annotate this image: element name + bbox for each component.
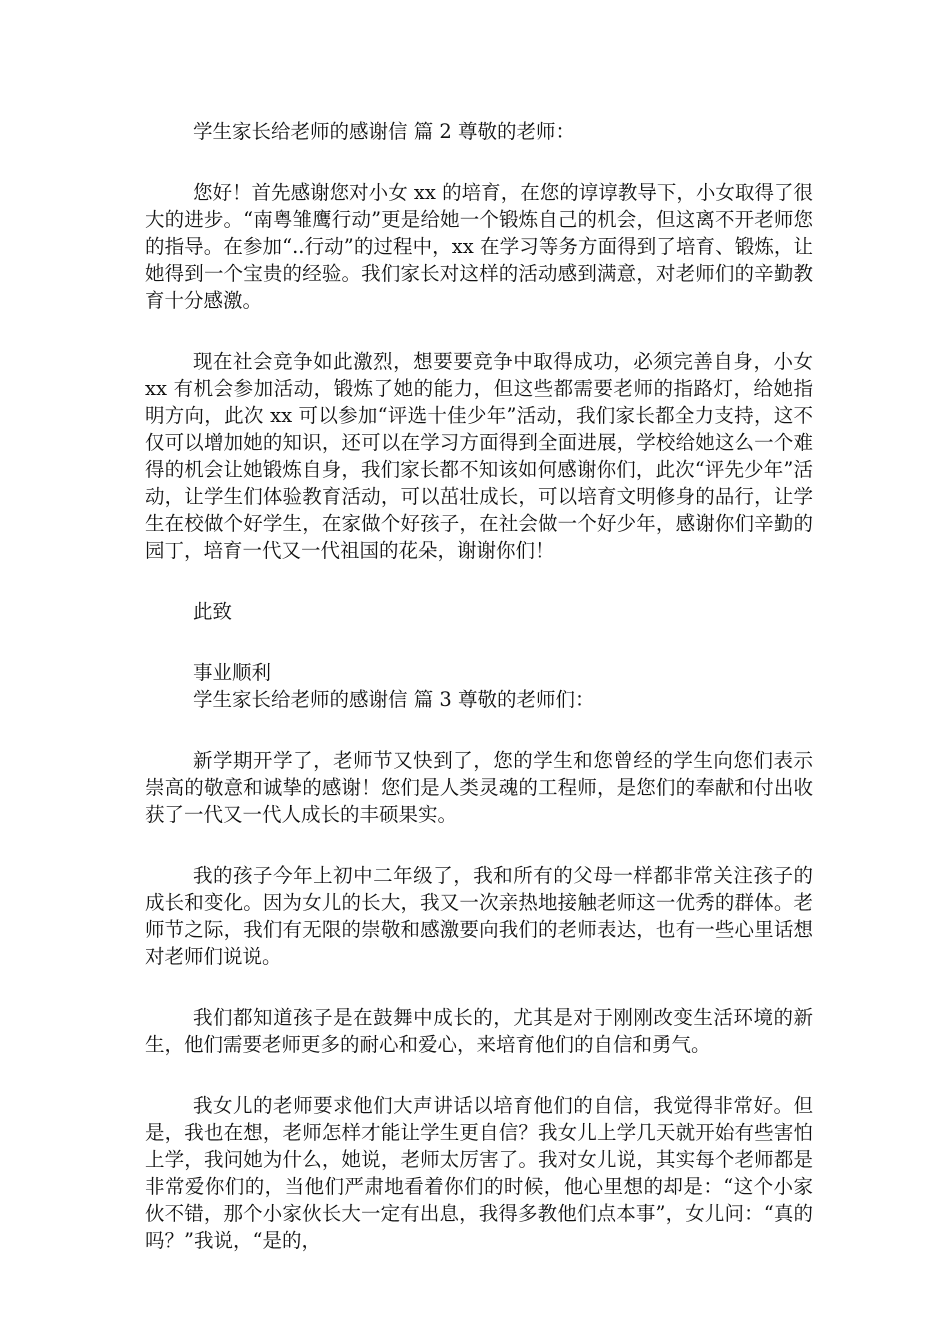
section-2-heading: 学生家长给老师的感谢信 篇 2 尊敬的老师： (193, 120, 576, 143)
section-3-paragraph-3: 我们都知道孩子是在鼓舞中成长的，尤其是对于刚刚改变生活环境的新生，他们需要老师更多的耐心和爱心，来培育他们的自信和勇气。 (145, 1006, 813, 1056)
letter-page (145, 118, 813, 1254)
section-3-paragraph-4: 我女儿的老师要求他们大声讲话以培育他们的自信，我觉得非常好。但是，我也在想，老师怎样才能让学生更自信？我女儿上学几天就开始有些害怕上学，我问她为什么，她说，老师太厉害了。我对女儿说，其实每个老师都是非常爱你们的，当他们严肃地看着你们的时候，他心里想的却是：“这个小家伙不错，那个小家伙长大一定有出息，我得多教他们点本事”，女儿问：“真的吗？”我说，“是的， (145, 1094, 813, 1252)
section-2-paragraph-2: 现在社会竞争如此激烈，想要要竞争中取得成功，必须完善自身，小女 xx 有机会参加活动，锻炼了她的能力，但这些都需要老师的指路灯，给她指明方向，此次 xx 可以参加“评选十佳少年”活动，我们家长都全力支持，这不仅可以增加她的知识，还可以在学习方面得到全面进展，学校给她这么一个难得的机会让她锻炼自身，我们家长都不知该如何感谢你们，此次“评先少年”活动，让学生们体验教育活动，可以茁壮成长，可以培育文明修身的品行，让学生在校做个好学生，在家做个好孩子，在社会做一个好少年，感谢你们辛勤的园丁，培育一代又一代祖国的花朵，谢谢你们！ (145, 350, 813, 562)
section-3-paragraph-1: 新学期开学了，老师节又快到了，您的学生和您曾经的学生向您们表示崇高的敬意和诚挚的感谢！您们是人类灵魂的工程师，是您们的奉献和付出收获了一代又一代人成长的丰硕果实。 (145, 749, 813, 826)
closing-wish: 事业顺利 (193, 661, 272, 684)
section-3-heading: 学生家长给老师的感谢信 篇 3 尊敬的老师们： (193, 688, 595, 711)
section-3-paragraph-2: 我的孩子今年上初中二年级了，我和所有的父母一样都非常关注孩子的成长和变化。因为女儿的长大，我又一次亲热地接触老师这一优秀的群体。老师节之际，我们有无限的崇敬和感激要向我们的老师表达，也有一些心里话想对老师们说说。 (145, 864, 813, 968)
closing-salutation: 此致 (193, 600, 233, 623)
section-2-paragraph-1: 您好！首先感谢您对小女 xx 的培育，在您的谆谆教导下，小女取得了很大的进步。“南粤雏鹰行动”更是给她一个锻炼自己的机会，但这离不开老师您的指导。在参加“..行动”的过程中，xx 在学习等务方面得到了培育、锻炼，让她得到一个宝贵的经验。我们家长对这样的活动感到满意，对老师们的辛勤教育十分感激。 (145, 181, 813, 312)
